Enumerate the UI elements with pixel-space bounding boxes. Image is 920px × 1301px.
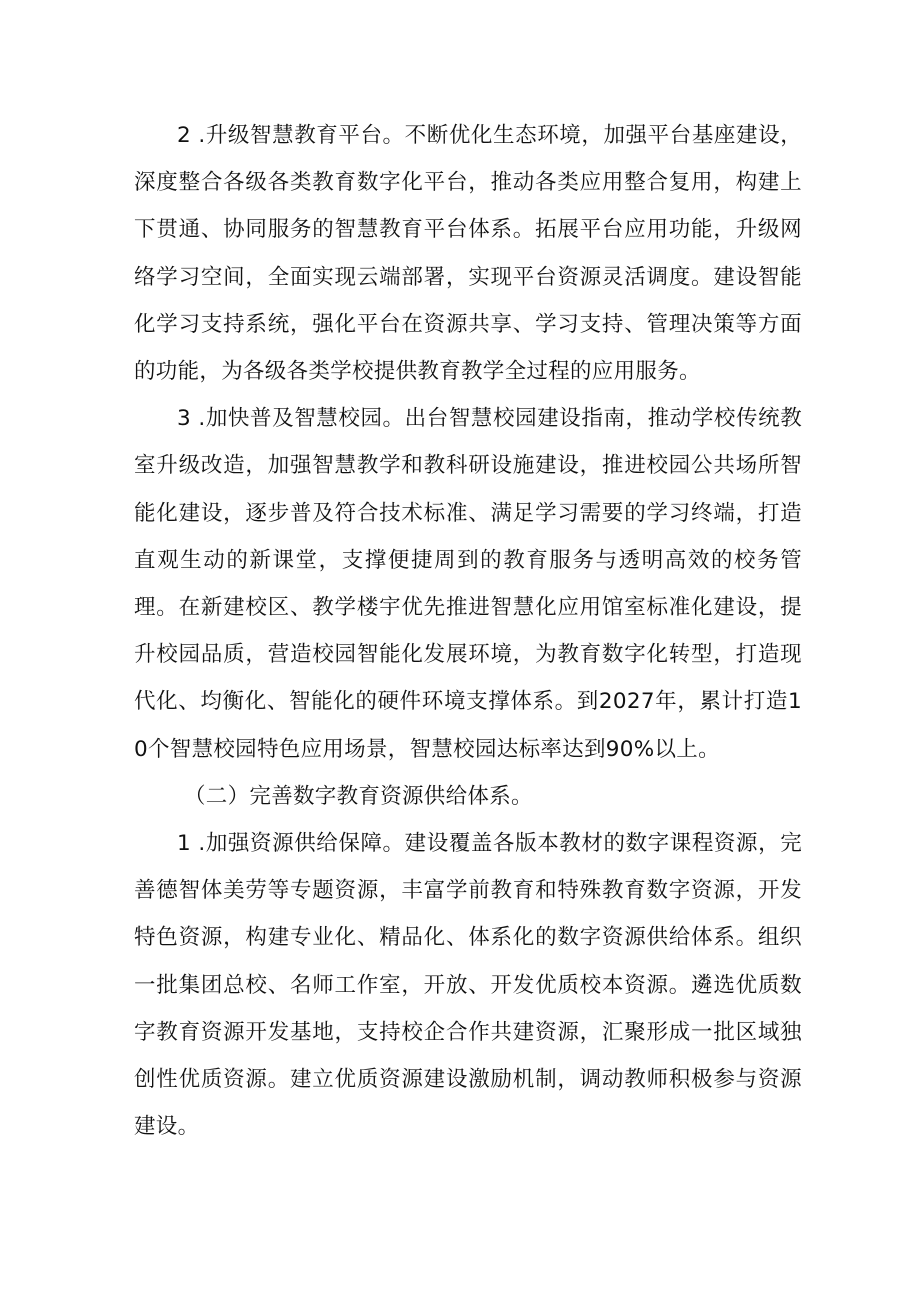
- paragraph-resource-supply: 1 .加强资源供给保障。建设覆盖各版本教材的数字课程资源，完善德智体美劳等专题资源，丰富学前教育和特殊教育数字资源，开发特色资源，构建专业化、精品化、体系化的数字资源供给体系。组织一批集团总校、名师工作室，开放、开发优质校本资源。遴选优质数字教育资源开发基地，支持校企合作共建资源，汇聚形成一批区域独创性优质资源。建立优质资源建设激励机制，调动教师积极参与资源建设。: [134, 831, 802, 1140]
- document-body: [134, 112, 802, 1150]
- paragraph-smart-campus: 3 .加快普及智慧校园。出台智慧校园建设指南，推动学校传统教室升级改造，加强智慧教学和教科研设施建设，推进校园公共场所智能化建设，逐步普及符合技术标准、满足学习需要的学习终端，打造直观生动的新课堂，支撑便捷周到的教育服务与透明高效的校务管理。在新建校区、教学楼宇优先推进智慧化应用馆室标准化建设，提升校园品质，营造校园智能化发展环境，为教育数字化转型，打造现代化、均衡化、智能化的硬件环境支撑体系。到2027年，累计打造10个智慧校园特色应用场景，智慧校园达标率达到90%以上。: [134, 406, 802, 762]
- section-heading-digital-resources: （二）完善数字教育资源供给体系。: [184, 783, 533, 809]
- paragraph-upgrade-smart-education-platform: 2 .升级智慧教育平台。不断优化生态环境，加强平台基座建设，深度整合各级各类教育数字化平台，推动各类应用整合复用，构建上下贯通、协同服务的智慧教育平台体系。拓展平台应用功能，升级网络学习空间，全面实现云端部署，实现平台资源灵活调度。建设智能化学习支持系统，强化平台在资源共享、学习支持、管理决策等方面的功能，为各级各类学校提供教育教学全过程的应用服务。: [134, 123, 802, 385]
